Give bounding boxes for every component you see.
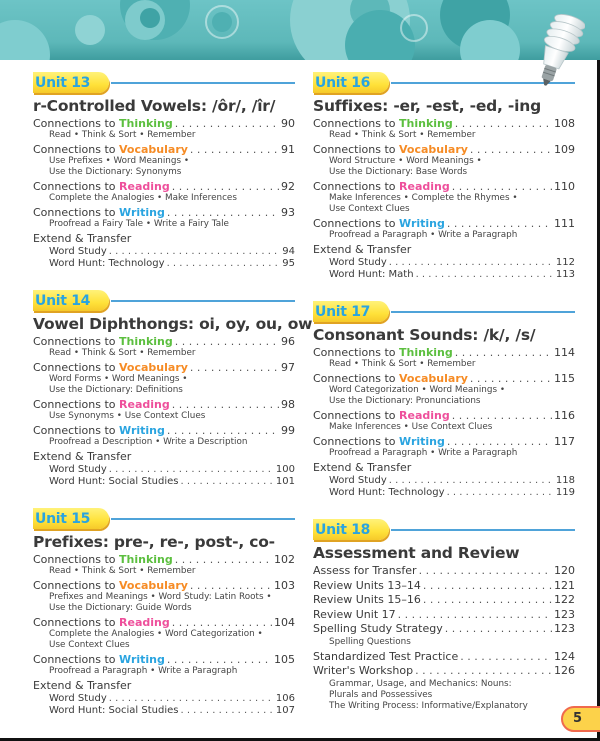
toc-subentry: Word Structure • Word Meanings • Use the Dictionary: Base Words	[329, 156, 482, 177]
page-number-badge: 5	[561, 706, 600, 732]
toc-subentry: Proofread a Paragraph • Write a Paragraph	[329, 448, 518, 458]
unit-title: Prefixes: pre-, re-, post-, co-	[33, 533, 275, 551]
extend-transfer-list	[313, 257, 575, 281]
toc-entry-writing[interactable]: Connections to Writing . . . 105	[33, 653, 295, 666]
unit-title: Consonant Sounds: /k/, /s/	[313, 326, 536, 344]
toc-entry-word-study[interactable]: Word Study . . . 106	[49, 693, 295, 705]
unit-18-section	[313, 519, 575, 712]
toc-entry-vocabulary[interactable]: Connections to Vocabulary . . . 97	[33, 361, 295, 374]
extend-transfer-heading: Extend & Transfer	[313, 243, 412, 256]
toc-entry-writing[interactable]: Connections to Writing . . . 117	[313, 435, 575, 448]
toc-entry-thinking[interactable]: Connections to Thinking . . . 96	[33, 335, 295, 348]
toc-entry[interactable]: Review Units 13–14 . . . 121	[313, 579, 575, 594]
unit-title: Suffixes: -er, -est, -ed, -ing	[313, 97, 541, 115]
toc-entry-reading[interactable]: Connections to Reading . . . 98	[33, 398, 295, 411]
toc-subentry: Spelling Questions	[329, 636, 411, 647]
toc-entry-vocabulary[interactable]: Connections to Vocabulary . . . 91	[33, 143, 295, 156]
extend-transfer-list	[33, 246, 295, 270]
unit-17-section	[313, 301, 575, 499]
toc-subentry: Make Inferences • Use Context Clues	[329, 422, 493, 432]
toc-entry-thinking[interactable]: Connections to Thinking . . . 114	[313, 346, 575, 359]
toc-subentry: Complete the Analogies • Word Categorization • Use Context Clues	[49, 629, 263, 650]
toc-subentry: Use Prefixes • Word Meanings • Use the Dictionary: Synonyms	[49, 156, 190, 177]
toc-subentry: Word Forms • Word Meanings • Use the Dictionary: Definitions	[49, 374, 188, 395]
toc-entry-thinking[interactable]: Connections to Thinking . . . 108	[313, 117, 575, 130]
unit-title: r-Controlled Vowels: /ôr/, /îr/	[33, 97, 276, 115]
toc-subentry: Prefixes and Meanings • Word Study: Latin Roots • Use the Dictionary: Guide Words	[49, 592, 272, 613]
divider	[391, 529, 575, 531]
toc-subentry: Use Synonyms • Use Context Clues	[49, 411, 206, 421]
toc-subentry: Read • Think & Sort • Remember	[49, 348, 196, 358]
toc-subentry: Word Categorization • Word Meanings • Use the Dictionary: Pronunciations	[329, 385, 506, 406]
toc-column-right	[313, 72, 575, 728]
unit-header	[313, 519, 575, 541]
unit-header	[33, 72, 295, 94]
toc-entry-writing[interactable]: Connections to Writing . . . 111	[313, 217, 575, 230]
toc-entry-vocabulary[interactable]: Connections to Vocabulary . . . 103	[33, 579, 295, 592]
extend-transfer-heading: Extend & Transfer	[33, 232, 132, 245]
extend-transfer-list	[33, 693, 295, 717]
toc-subentry: Make Inferences • Complete the Rhymes • Use Context Clues	[329, 193, 518, 214]
unit-label: Unit 18	[315, 522, 371, 538]
header-banner	[0, 0, 600, 60]
toc-entry-writing[interactable]: Connections to Writing . . . 99	[33, 424, 295, 437]
toc-entry[interactable]: Writer's Workshop . . . 126	[313, 664, 575, 679]
unit-label-pill	[313, 72, 389, 93]
bulb-icon	[525, 5, 585, 105]
divider	[391, 311, 575, 313]
unit-title: Assessment and Review	[313, 544, 520, 562]
toc-entry-reading[interactable]: Connections to Reading . . . 116	[313, 409, 575, 422]
toc-entry-word-study[interactable]: Word Study . . . 100	[49, 464, 295, 476]
extend-transfer-heading: Extend & Transfer	[33, 450, 132, 463]
toc-subentry: Complete the Analogies • Make Inferences	[49, 193, 237, 203]
toc-subentry: Read • Think & Sort • Remember	[49, 130, 196, 140]
toc-entry-thinking[interactable]: Connections to Thinking . . . 102	[33, 553, 295, 566]
toc-entry-reading[interactable]: Connections to Reading . . . 104	[33, 616, 295, 629]
unit-label-pill	[33, 72, 109, 93]
toc-entry-reading[interactable]: Connections to Reading . . . 92	[33, 180, 295, 193]
unit-header	[313, 301, 575, 323]
unit-header	[33, 290, 295, 312]
unit-label: Unit 16	[315, 75, 371, 91]
extend-transfer-heading: Extend & Transfer	[313, 461, 412, 474]
toc-entry-word-study[interactable]: Word Study . . . 94	[49, 246, 295, 258]
toc-subentry: Proofread a Fairy Tale • Write a Fairy Tale	[49, 219, 229, 229]
toc-subentry: Read • Think & Sort • Remember	[329, 359, 476, 369]
toc-subentry: Read • Think & Sort • Remember	[329, 130, 476, 140]
toc-column-left	[33, 72, 313, 733]
divider	[111, 518, 295, 520]
toc-subentry: Proofread a Paragraph • Write a Paragraph	[49, 666, 238, 676]
toc-entry-thinking[interactable]: Connections to Thinking . . . 90	[33, 117, 295, 130]
toc-entry-writing[interactable]: Connections to Writing . . . 93	[33, 206, 295, 219]
toc-entry[interactable]: Spelling Study Strategy . . . 123	[313, 622, 575, 637]
toc-entry[interactable]: Standardized Test Practice . . . 124	[313, 650, 575, 665]
unit-label-pill	[33, 508, 109, 529]
toc-entry[interactable]: Review Units 15–16 . . . 122	[313, 593, 575, 608]
toc-entry-word-hunt[interactable]: Word Hunt: Social Studies . . . 107	[49, 705, 295, 717]
extend-transfer-list	[313, 475, 575, 499]
unit-label-pill	[313, 519, 389, 540]
toc-entry-word-hunt[interactable]: Word Hunt: Math . . . 113	[329, 269, 575, 281]
unit-header	[33, 508, 295, 530]
toc-entry-vocabulary[interactable]: Connections to Vocabulary . . . 115	[313, 372, 575, 385]
toc-entry[interactable]: Review Unit 17 . . . 123	[313, 608, 575, 623]
toc-entry-word-hunt[interactable]: Word Hunt: Technology . . . 119	[329, 487, 575, 499]
extend-transfer-heading: Extend & Transfer	[33, 679, 132, 692]
toc-entry-word-hunt[interactable]: Word Hunt: Social Studies . . . 101	[49, 476, 295, 488]
toc-subentry: Proofread a Paragraph • Write a Paragraph	[329, 230, 518, 240]
divider	[111, 82, 295, 84]
toc-entry-reading[interactable]: Connections to Reading . . . 110	[313, 180, 575, 193]
unit-label: Unit 14	[35, 293, 91, 309]
toc-subentry: Proofread a Description • Write a Description	[49, 437, 248, 447]
unit-label-pill	[313, 301, 389, 322]
toc-entry-word-study[interactable]: Word Study . . . 118	[329, 475, 575, 487]
extend-transfer-list	[33, 464, 295, 488]
unit-14-section	[33, 290, 313, 488]
unit-13-section	[33, 72, 295, 270]
unit-label-pill	[33, 290, 109, 311]
divider	[111, 300, 295, 302]
toc-entry-vocabulary[interactable]: Connections to Vocabulary . . . 109	[313, 143, 575, 156]
unit-title: Vowel Diphthongs: oi, oy, ou, ow	[33, 315, 313, 333]
unit-label: Unit 15	[35, 511, 91, 527]
toc-entry-word-study[interactable]: Word Study . . . 112	[329, 257, 575, 269]
unit-label: Unit 13	[35, 75, 91, 91]
toc-entry[interactable]: Assess for Transfer . . . 120	[313, 564, 575, 579]
toc-entry-word-hunt[interactable]: Word Hunt: Technology . . . 95	[49, 258, 295, 270]
toc-subentry: Read • Think & Sort • Remember	[49, 566, 196, 576]
unit-15-section	[33, 508, 295, 717]
toc-subentry: Grammar, Usage, and Mechanics: Nouns: Plurals and Possessives The Writing Process: Informative/Explanatory	[329, 678, 528, 711]
unit-label: Unit 17	[315, 304, 371, 320]
